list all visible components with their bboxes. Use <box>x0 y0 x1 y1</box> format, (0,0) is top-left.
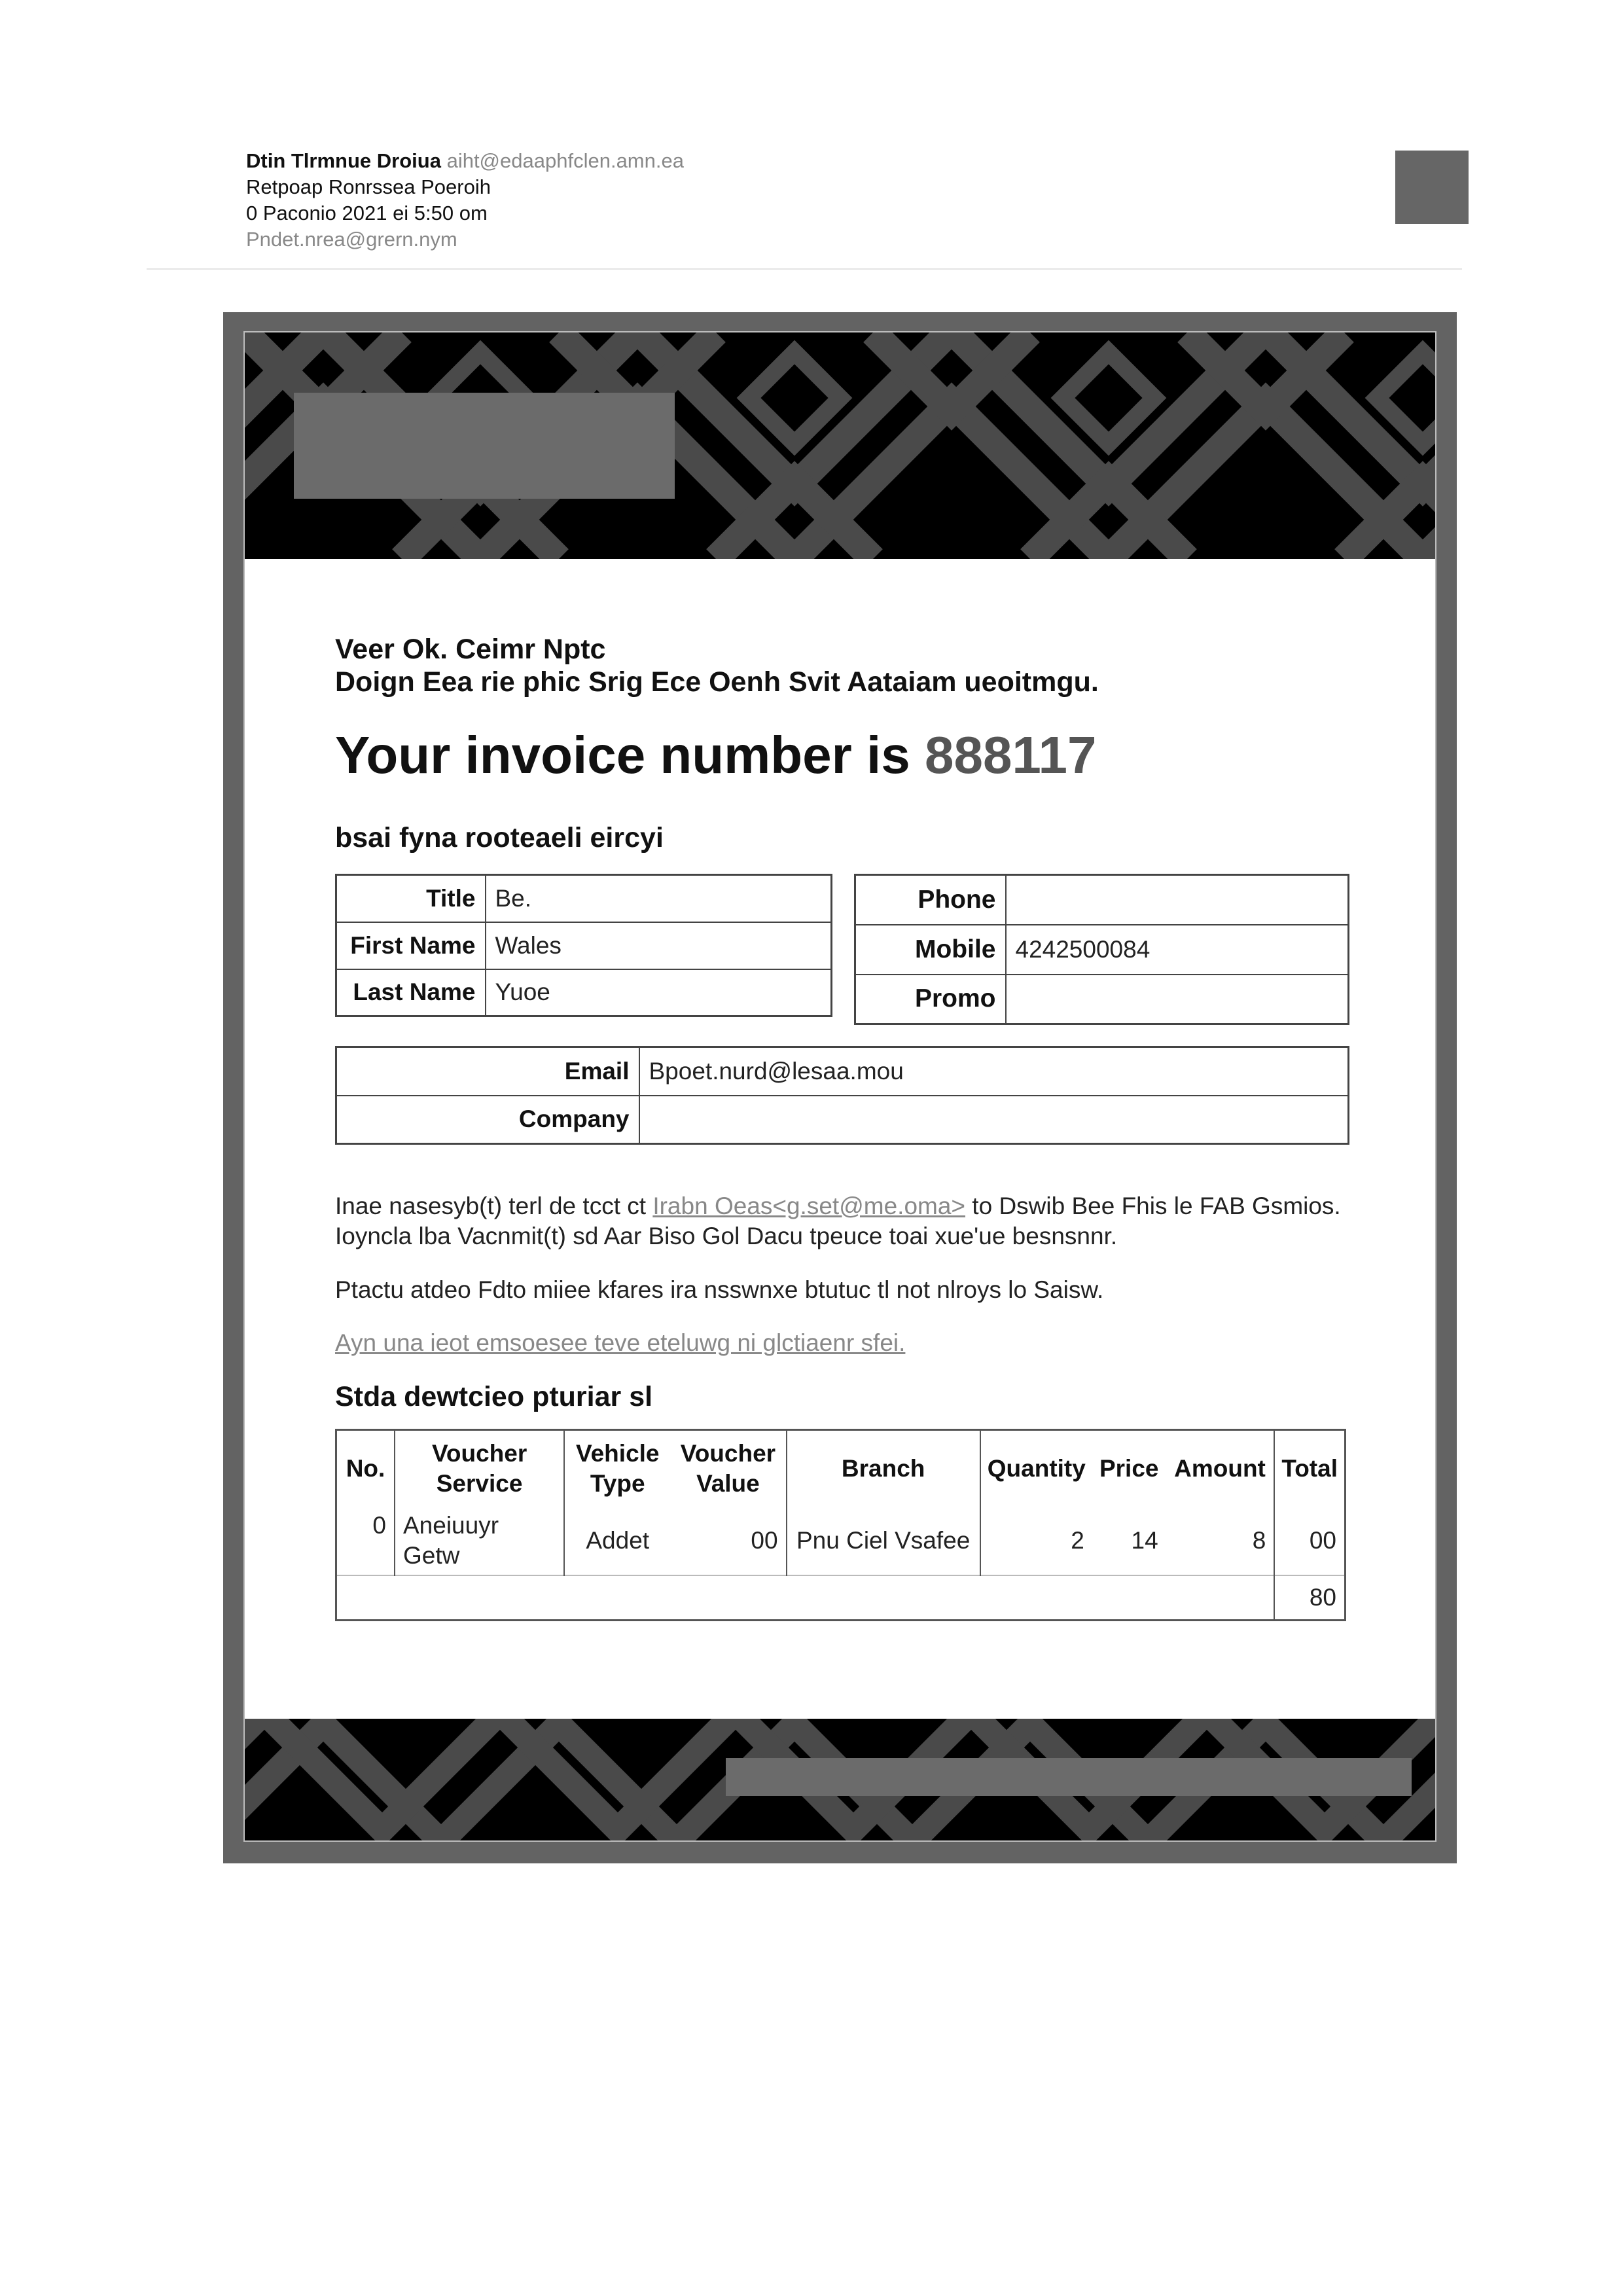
p1-text-after: to Dswib Bee Fhis le FAB Gsmios. Ioyncla lba Vacnmit(t) sd Aar Biso Gol Dacu tpeuce toai xue'ue besnsnnr. <box>335 1193 1341 1249</box>
grand-total-spacer <box>336 1575 1275 1621</box>
cell-total: 00 <box>1274 1507 1345 1575</box>
promo-value <box>1006 975 1349 1024</box>
header-no: No. <box>346 1455 385 1482</box>
title-value: Be. <box>486 875 832 922</box>
greeting-line-2: Doign Eea rie phic Srig Ece Oenh Svit Aataiam ueoitmgu. <box>335 666 1099 698</box>
info-paragraph-2: Ptactu atdeo Fdto miiee kfares ira nsswnxe btutuc tl not nlroys lo Saisw. <box>335 1276 1104 1303</box>
grand-total-row <box>336 1575 1346 1621</box>
table-row <box>855 925 1349 975</box>
mobile-value: 4242500084 <box>1006 925 1349 975</box>
info-paragraph-1 <box>335 1191 1356 1251</box>
cell-vehicle-type: Addet <box>564 1507 670 1575</box>
table-header-row <box>336 1430 1346 1507</box>
first-name-value: Wales <box>486 922 832 969</box>
table-row <box>336 1507 1346 1575</box>
footer-text-block <box>726 1758 1412 1796</box>
table-row <box>336 1096 1349 1144</box>
header-branch: Branch <box>787 1430 980 1507</box>
terms-link[interactable]: Ayn una ieot emsoesee teve eteluwg ni glctiaenr sfei. <box>335 1329 906 1356</box>
header-quantity: Quantity <box>980 1430 1092 1507</box>
header-voucher-service: Voucher Service <box>395 1430 564 1507</box>
table-row <box>336 969 832 1016</box>
last-name-value: Yuoe <box>486 969 832 1016</box>
cell-quantity: 2 <box>980 1507 1092 1575</box>
header-divider <box>147 268 1462 270</box>
table-row <box>855 875 1349 925</box>
footer-banner <box>245 1719 1435 1842</box>
mobile-label: Mobile <box>855 925 1006 975</box>
phone-label: Phone <box>855 875 1006 925</box>
recipient-address[interactable]: Pndet.nrea@grern.nym <box>246 228 457 251</box>
title-label: Title <box>336 875 486 922</box>
email-label: Email <box>336 1047 639 1096</box>
email-value[interactable]: Bpoet.nurd@lesaa.mou <box>639 1047 1349 1096</box>
grand-total: 80 <box>1274 1575 1345 1621</box>
customer-name-table <box>335 874 832 1017</box>
header-banner <box>245 332 1435 559</box>
table-row <box>336 922 832 969</box>
cell-branch: Pnu Ciel Vsafee <box>787 1507 980 1575</box>
company-logo <box>294 393 675 499</box>
invoice-number: 888117 <box>924 726 1097 784</box>
first-name-label: First Name <box>336 922 486 969</box>
header-price: Price <box>1099 1455 1159 1482</box>
invoice-prefix: Your invoice number is <box>335 726 910 784</box>
sender-avatar <box>1395 151 1469 224</box>
header-amount: Amount <box>1174 1455 1266 1482</box>
items-section-title: Stda dewtcieo pturiar sl <box>335 1381 653 1412</box>
customer-email-table <box>335 1046 1349 1145</box>
header-total: Total <box>1274 1430 1345 1507</box>
promo-label: Promo <box>855 975 1006 1024</box>
company-label: Company <box>336 1096 639 1144</box>
cell-voucher-value: 00 <box>751 1527 778 1554</box>
cell-voucher-service: Aneiuuyr Getw <box>395 1507 564 1575</box>
customer-section-title: bsai fyna rooteaeli eircyi <box>335 822 664 853</box>
table-row <box>336 1047 1349 1096</box>
table-row <box>336 875 832 922</box>
cell-no: 0 <box>372 1512 386 1539</box>
sender-name: Dtin Tlrmnue Droiua <box>246 149 441 172</box>
phone-value <box>1006 875 1349 925</box>
table-row <box>855 975 1349 1024</box>
date: 0 Paconio 2021 ei 5:50 om <box>246 202 488 224</box>
header-vehicle-type: Vehicle Type <box>564 1430 670 1507</box>
contact-email-link[interactable]: Irabn Oeas<g.set@me.oma> <box>652 1193 966 1219</box>
subject: Retpoap Ronrssea Poeroih <box>246 175 491 198</box>
p1-text-before: Inae nasesyb(t) terl de tcct ct <box>335 1193 653 1219</box>
header-voucher-value: Voucher Value <box>680 1440 776 1497</box>
cell-price: 14 <box>1131 1527 1158 1554</box>
voucher-items-table <box>335 1429 1346 1621</box>
invoice-heading <box>335 725 1097 785</box>
customer-contact-table <box>854 874 1349 1025</box>
sender-address[interactable]: aiht@edaaphfclen.amn.ea <box>446 149 684 172</box>
cell-amount: 8 <box>1252 1527 1266 1554</box>
greeting-line-1: Veer Ok. Ceimr Nptc <box>335 634 606 665</box>
company-value <box>639 1096 1349 1144</box>
last-name-label: Last Name <box>336 969 486 1016</box>
info-paragraph-3 <box>335 1328 1356 1358</box>
